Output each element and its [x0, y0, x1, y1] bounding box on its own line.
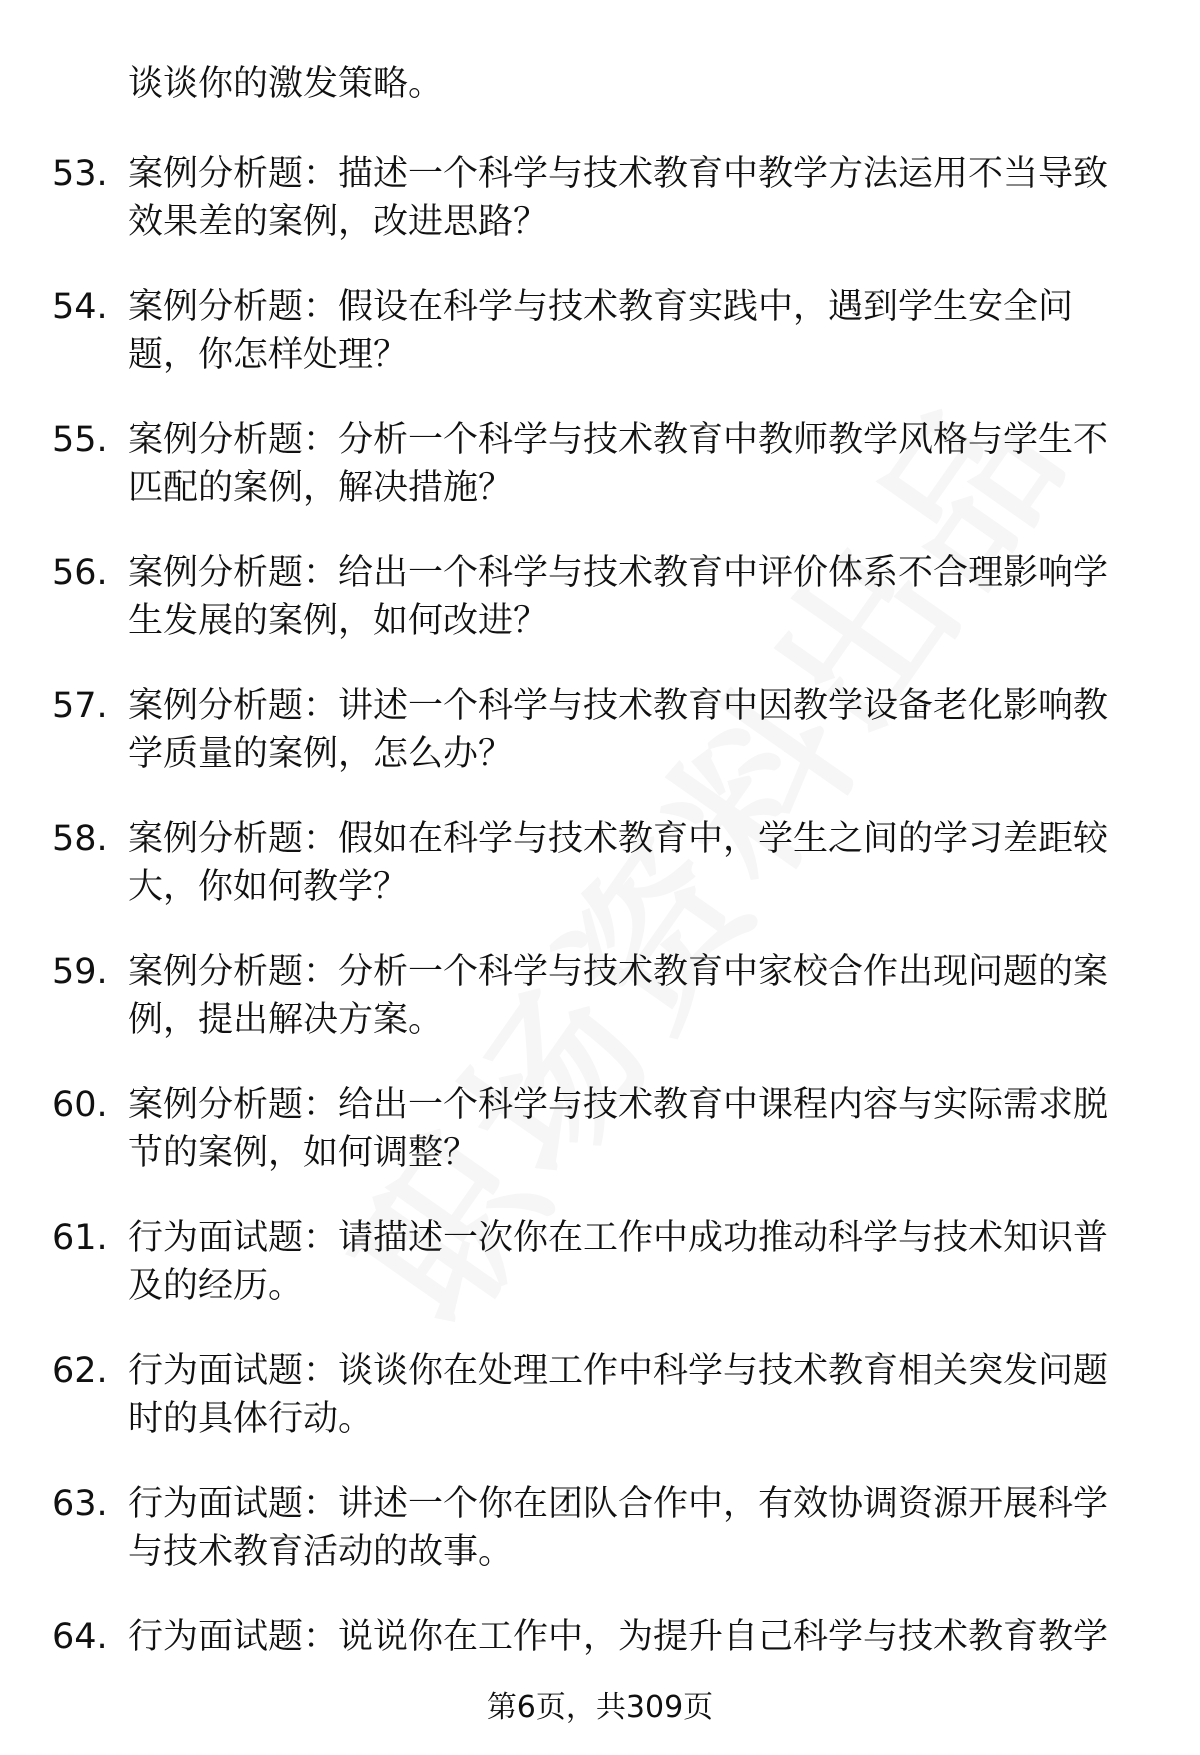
question-number: 63.	[52, 1484, 108, 1524]
question-item	[0, 283, 1200, 416]
question-text: 案例分析题：假如在科学与技术教育中，学生之间的学习差距较大，你如何教学？	[128, 819, 1109, 907]
question-item	[0, 549, 1200, 682]
question-item	[0, 948, 1200, 1081]
question-number: 57.	[52, 686, 108, 726]
question-item	[0, 1081, 1200, 1214]
question-number: 58.	[52, 819, 108, 859]
question-text: 案例分析题：描述一个科学与技术教育中教学方法运用不当导致效果差的案例，改进思路？	[128, 154, 1109, 242]
question-item	[0, 150, 1200, 283]
question-number: 64.	[52, 1617, 108, 1657]
question-item	[0, 815, 1200, 948]
question-item	[0, 1347, 1200, 1480]
question-text: 案例分析题：给出一个科学与技术教育中课程内容与实际需求脱节的案例，如何调整？	[128, 1085, 1109, 1173]
question-number: 53.	[52, 154, 108, 194]
question-number: 56.	[52, 553, 108, 593]
question-item	[0, 1480, 1200, 1613]
question-number: 62.	[52, 1351, 108, 1391]
question-number: 61.	[52, 1218, 108, 1258]
question-item	[0, 416, 1200, 549]
question-text: 案例分析题：分析一个科学与技术教育中教师教学风格与学生不匹配的案例，解决措施？	[128, 420, 1109, 508]
question-number: 54.	[52, 287, 108, 327]
question-text: 案例分析题：分析一个科学与技术教育中家校合作出现问题的案例，提出解决方案。	[128, 952, 1109, 1040]
question-text: 案例分析题：讲述一个科学与技术教育中因教学设备老化影响教学质量的案例，怎么办？	[128, 686, 1109, 774]
question-text: 行为面试题：请描述一次你在工作中成功推动科学与技术知识普及的经历。	[128, 1218, 1109, 1306]
question-number: 59.	[52, 952, 108, 992]
question-text: 案例分析题：给出一个科学与技术教育中评价体系不合理影响学生发展的案例，如何改进？	[128, 553, 1109, 641]
page-number-footer: 第6页，共309页	[486, 1690, 714, 1725]
question-list	[0, 150, 1200, 1746]
continued-text: 谈谈你的激发策略。	[128, 64, 444, 104]
question-text: 行为面试题：谈谈你在处理工作中科学与技术教育相关突发问题时的具体行动。	[128, 1351, 1109, 1439]
question-text: 行为面试题：讲述一个你在团队合作中，有效协调资源开展科学与技术教育活动的故事。	[128, 1484, 1109, 1572]
question-number: 55.	[52, 420, 108, 460]
question-text: 案例分析题：假设在科学与技术教育实践中，遇到学生安全问题，你怎样处理？	[128, 287, 1074, 375]
question-number: 60.	[52, 1085, 108, 1125]
question-text: 行为面试题：说说你在工作中，为提升自己科学与技术教育教学	[128, 1617, 1109, 1657]
question-item	[0, 682, 1200, 815]
question-item	[0, 1214, 1200, 1347]
